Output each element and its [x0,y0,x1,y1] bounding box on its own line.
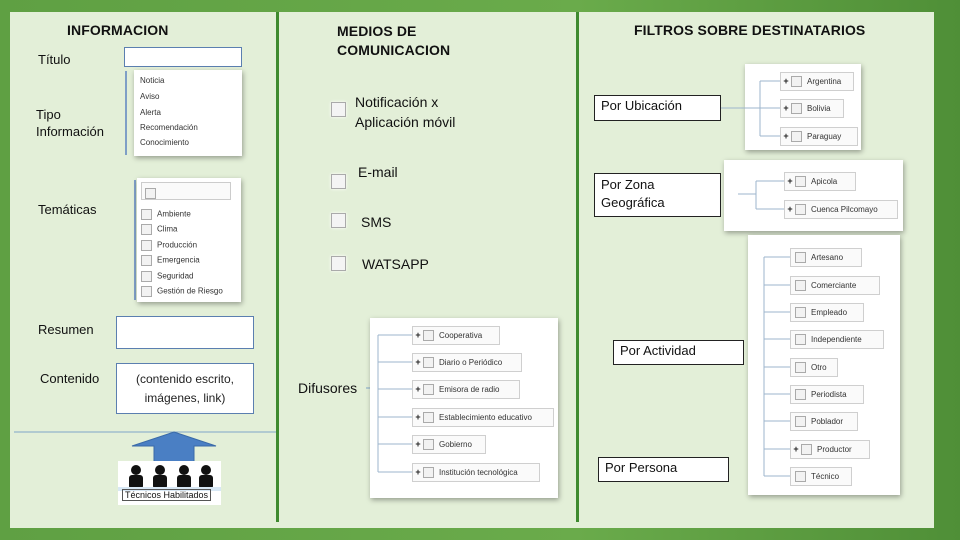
difusor-item[interactable]: + Establecimiento educativo [412,408,554,427]
tipo-label: Tipo Información [36,107,104,139]
tematica-option[interactable]: Producción [157,240,198,250]
actividad-item[interactable]: Empleado [790,303,864,322]
plus-icon[interactable]: + [787,204,793,214]
actividad-item[interactable]: Independiente [790,330,884,349]
actividad-item[interactable]: Poblador [790,412,858,431]
medio-label: Notificación x Aplicación móvil [355,94,456,130]
plus-icon[interactable]: + [787,176,793,186]
actividad-item[interactable]: Técnico [790,467,852,486]
filter-label: Por Zona Geográfica [601,177,665,210]
actividad-item[interactable]: Periodista [790,385,864,404]
tematica-option[interactable]: Emergencia [157,255,200,265]
col2-title: MEDIOS DE COMUNICACION [337,23,451,58]
actividad-item[interactable]: Artesano [790,248,862,267]
difusor-item[interactable]: + Cooperativa [412,326,500,345]
medio-label: WATSAPP [362,256,429,272]
resumen-label: Resumen [38,322,94,337]
plus-icon[interactable]: + [415,330,421,340]
zona-item[interactable]: + Cuenca Pilcomayo [784,200,898,219]
plus-icon[interactable]: + [783,76,789,86]
tipo-option[interactable]: Noticia [140,76,165,85]
contenido-label: Contenido [40,371,100,386]
technicians-label: Técnicos Habilitados [122,489,211,501]
actividad-item[interactable]: + Productor [790,440,870,459]
tematica-option[interactable]: Ambiente [157,209,191,219]
difusor-item[interactable]: + Diario o Periódico [412,353,522,372]
tipo-option[interactable]: Alerta [140,108,161,117]
plus-icon[interactable]: + [793,444,799,454]
tematica-option[interactable]: Clima [157,224,178,234]
medio-label: SMS [361,214,392,230]
difusores-label: Difusores [298,380,358,396]
tipo-option[interactable]: Recomendación [140,123,198,132]
contenido-text: (contenido escrito, imágenes, link) [135,372,235,405]
tipo-option[interactable]: Aviso [140,92,160,101]
col3-title: FILTROS SOBRE DESTINATARIOS [634,22,866,38]
difusor-item[interactable]: + Gobierno [412,435,486,454]
plus-icon[interactable]: + [783,103,789,113]
col1-title: INFORMACION [67,22,169,38]
ubicacion-item[interactable]: + Paraguay [780,127,858,146]
tematica-option[interactable]: Gestión de Riesgo [157,286,223,296]
tematica-option[interactable]: Seguridad [157,271,194,281]
plus-icon[interactable]: + [783,131,789,141]
filter-label: Por Ubicación [601,98,682,113]
plus-icon[interactable]: + [415,439,421,449]
actividad-item[interactable]: Comerciante [790,276,880,295]
actividad-item[interactable]: Otro [790,358,838,377]
difusor-item[interactable]: + Emisora de radio [412,380,520,399]
difusor-item[interactable]: + Institución tecnológica [412,463,540,482]
plus-icon[interactable]: + [415,467,421,477]
plus-icon[interactable]: + [415,357,421,367]
filter-label: Por Actividad [620,343,696,358]
tipo-option[interactable]: Conocimiento [140,138,189,147]
plus-icon[interactable]: + [415,412,421,422]
plus-icon[interactable]: + [415,384,421,394]
titulo-label: Título [38,52,71,67]
tematicas-label: Temáticas [38,202,97,217]
filter-label: Por Persona [605,460,678,475]
ubicacion-item[interactable]: + Bolivia [780,99,844,118]
ubicacion-item[interactable]: + Argentina [780,72,854,91]
zona-item[interactable]: + Apicola [784,172,856,191]
medio-label: E-mail [358,164,398,180]
